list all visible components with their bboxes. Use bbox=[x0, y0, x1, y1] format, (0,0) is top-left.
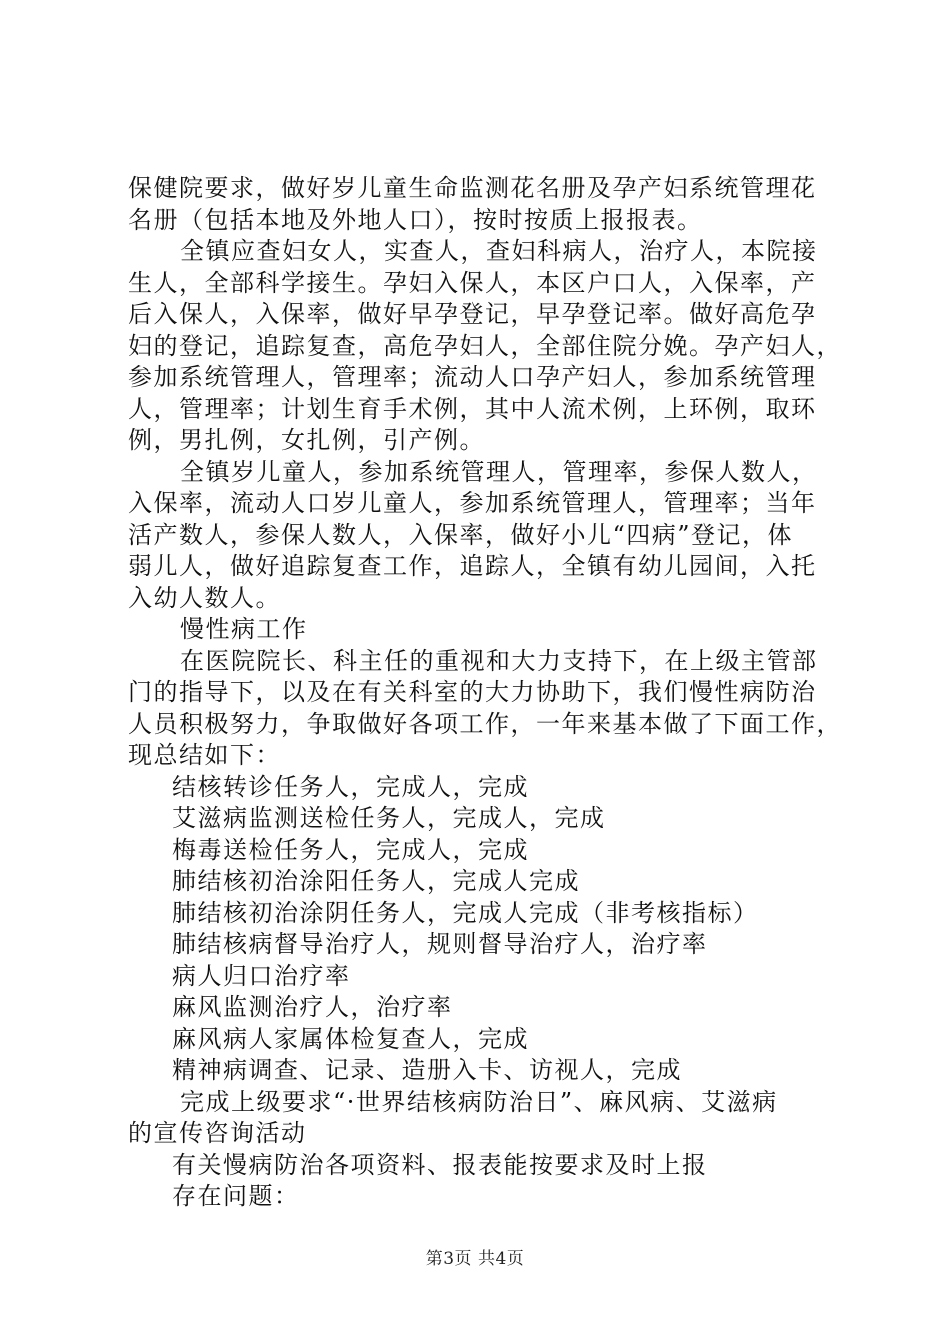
text-line: 生人，全部科学接生。孕妇入保人，本区户口人，入保率，产 bbox=[128, 268, 817, 297]
text-line: 在医院院长、科主任的重视和大力支持下，在上级主管部 bbox=[180, 646, 818, 675]
text-line: 有关慢病防治各项资料、报表能按要求及时上报 bbox=[172, 1150, 708, 1179]
list-item: 病人归口治疗率 bbox=[172, 961, 351, 990]
text-line: 入保率，流动人口岁儿童人，参加系统管理人，管理率；当年 bbox=[128, 489, 817, 517]
list-item: 梅毒送检任务人，完成人，完成 bbox=[172, 835, 529, 864]
list-item: 肺结核病督导治疗人，规则督导治疗人，治疗率 bbox=[172, 930, 708, 958]
list-item: 肺结核初治涂阴任务人，完成人完成（非考核指标） bbox=[172, 898, 759, 927]
text-line: 人员积极努力，争取做好各项工作，一年来基本做了下面工作， bbox=[128, 709, 842, 738]
text-line: 弱儿人，做好追踪复查工作，追踪人，全镇有幼儿园间，入托 bbox=[128, 552, 817, 580]
list-item: 麻风监测治疗人，治疗率 bbox=[172, 993, 453, 1021]
text-line: 后入保人，入保率，做好早孕登记，早孕登记率。做好高危孕 bbox=[128, 300, 817, 328]
text-line: 现总结如下： bbox=[128, 741, 281, 769]
list-item: 精神病调查、记录、造册入卡、访视人，完成 bbox=[172, 1056, 682, 1084]
text-line: 全镇应查妇女人，实查人，查妇科病人，治疗人，本院接 bbox=[180, 237, 818, 265]
text-line: 例，男扎例，女扎例，引产例。 bbox=[128, 426, 485, 454]
text-line: 名册（包括本地及外地人口），按时按质上报报表。 bbox=[128, 205, 703, 234]
list-item: 麻风病人家属体检复查人，完成 bbox=[172, 1024, 529, 1053]
section-heading: 慢性病工作 bbox=[180, 615, 308, 643]
text-line: 参加系统管理人，管理率；流动人口孕产妇人，参加系统管理 bbox=[128, 363, 817, 391]
body-text bbox=[128, 173, 848, 1213]
text-line: 保健院要求，做好岁儿童生命监测花名册及孕产妇系统管理花 bbox=[128, 174, 817, 202]
text-line: 人，管理率；计划生育手术例，其中人流术例，上环例，取环 bbox=[128, 394, 817, 423]
text-line: 完成上级要求“·世界结核病防治日”、麻风病、艾滋病 bbox=[180, 1087, 778, 1116]
text-line: 门的指导下，以及在有关科室的大力协助下，我们慢性病防治 bbox=[128, 678, 817, 706]
list-item: 肺结核初治涂阳任务人，完成人完成 bbox=[172, 867, 580, 895]
text-line: 的宣传咨询活动 bbox=[128, 1119, 307, 1147]
list-item: 结核转诊任务人，完成人，完成 bbox=[172, 772, 529, 801]
list-item: 艾滋病监测送检任务人，完成人，完成 bbox=[172, 804, 606, 832]
text-line: 入幼人数人。 bbox=[128, 583, 281, 612]
text-line: 存在问题： bbox=[172, 1182, 300, 1210]
text-line: 妇的登记，追踪复查，高危孕妇人，全部住院分娩。孕产妇人， bbox=[128, 331, 842, 360]
text-line: 活产数人，参保人数人，入保率，做好小儿“四病”登记，体 bbox=[128, 520, 794, 549]
page-footer: 第3页 共4页 bbox=[425, 1249, 525, 1269]
text-line: 全镇岁儿童人，参加系统管理人，管理率，参保人数人， bbox=[180, 457, 818, 486]
